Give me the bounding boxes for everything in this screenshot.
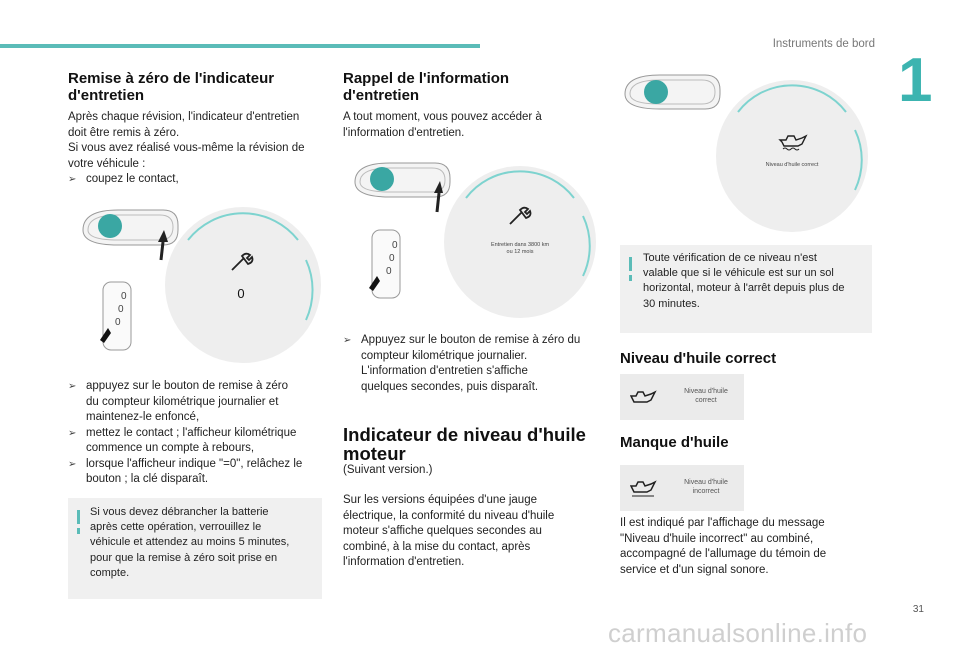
intro-line: Après chaque révision, l'indicateur d'entretien — [68, 111, 300, 123]
odo-digit: 0 — [389, 253, 395, 264]
bullet-item — [68, 426, 328, 457]
recall-step — [343, 333, 603, 395]
intro-line: votre véhicule : — [68, 157, 146, 170]
gauge-dial — [444, 166, 596, 318]
section-title: Instruments de bord — [772, 38, 875, 50]
stalk-button-figure — [625, 75, 720, 109]
recall-illustration — [350, 160, 600, 320]
bullet-text: lorsque l'afficheur indique "=0", relâchez le — [86, 457, 303, 470]
bullet-item — [68, 172, 328, 188]
info-marker-icon — [77, 528, 80, 534]
intro-line: l'information d'entretien. — [343, 126, 465, 139]
odo-digit: 0 — [386, 266, 392, 277]
oil-title-line2: moteur — [343, 443, 406, 464]
note-line: Toute vérification de ce niveau n'est — [643, 252, 817, 264]
body-line: Sur les versions équipées d'une jauge — [343, 494, 537, 506]
bullet-arrow-icon: ➢ — [68, 381, 77, 392]
oil-correct-display — [620, 374, 744, 420]
info-marker-icon — [629, 275, 632, 281]
note-line: Si vous devez débrancher la batterie — [90, 506, 269, 518]
display-text — [674, 387, 738, 405]
display-line: incorrect — [692, 488, 720, 495]
stalk-button-figure — [83, 210, 178, 260]
reset-button-icon — [98, 214, 122, 238]
bullet-text: commence un compte à rebours, — [86, 442, 255, 454]
recall-intro — [343, 110, 603, 141]
odo-digit: 0 — [115, 317, 121, 328]
body-line: Il est indiqué par l'affichage du message — [620, 517, 825, 529]
top-accent-bar — [0, 44, 480, 48]
oil-subtitle — [343, 463, 603, 479]
oil-can-icon — [630, 388, 658, 406]
bullet-text: coupez le contact, — [86, 173, 179, 185]
oil-body — [343, 493, 603, 571]
odometer-figure — [100, 282, 131, 350]
bullet-item — [68, 379, 328, 426]
bullet-text: bouton ; la clé disparaît. — [86, 473, 209, 485]
press-arrow-icon — [161, 242, 163, 260]
button-icon — [644, 80, 668, 104]
body-line: électrique, la conformité du niveau d'huile — [343, 509, 555, 522]
oil-missing-body — [620, 516, 880, 578]
bullet-text: du compteur kilométrique journalier et — [86, 395, 279, 408]
display-text — [674, 478, 738, 496]
body-line: combiné, à la mise du contact, après — [343, 540, 531, 553]
stalk-button-figure — [355, 163, 450, 212]
note-line: après cette opération, verrouillez le — [90, 521, 262, 534]
chapter-number: 1 — [898, 46, 933, 115]
oil-illustration — [620, 72, 880, 237]
note-line: 30 minutes. — [643, 297, 700, 310]
recall-title-line2: d'entretien — [343, 87, 420, 104]
body-line: l'information d'entretien. — [343, 556, 465, 568]
heading-text: Niveau d'huile correct — [620, 350, 777, 367]
bullet-text: compteur kilométrique journalier. — [361, 349, 528, 362]
body-line: accompagné de l'allumage du témoin de — [620, 548, 827, 560]
note-line: valable que si le véhicule est sur un sol — [643, 267, 834, 280]
display-text: Niveau d'huile correct — [765, 162, 819, 168]
display-line: Niveau d'huile — [684, 479, 728, 486]
display-line: Entretien dans 3800 km — [490, 242, 550, 248]
note-line: compte. — [90, 566, 130, 579]
reset-steps — [68, 379, 328, 488]
odo-digit: 0 — [121, 291, 127, 302]
oil-level-title — [343, 425, 613, 463]
bullet-text: L'information d'entretien s'affiche — [361, 365, 528, 377]
oil-missing-heading — [620, 434, 870, 451]
reset-button-icon — [370, 167, 394, 191]
intro-line: Si vous avez réalisé vous-même la révision de — [68, 142, 305, 154]
odo-digit: 0 — [118, 304, 124, 315]
press-arrow-icon — [437, 193, 439, 212]
bullet-item — [343, 333, 603, 395]
oil-missing-display — [620, 465, 744, 511]
bullet-arrow-icon: ➢ — [68, 174, 77, 185]
bullet-text: appuyez sur le bouton de remise à zéro — [86, 380, 289, 392]
oil-check-note — [620, 245, 872, 333]
reset-section-title — [68, 70, 328, 104]
oil-low-icon — [630, 478, 660, 500]
subtitle-text: (Suivant version.) — [343, 464, 433, 476]
bullet-text: mettez le contact ; l'afficheur kilométrique — [86, 426, 297, 439]
recall-section-title — [343, 70, 603, 104]
bullet-arrow-icon: ➢ — [68, 458, 77, 470]
recall-title-line1: Rappel de l'information — [343, 70, 510, 87]
gauge-dial — [165, 207, 321, 363]
bullet-arrow-icon: ➢ — [343, 335, 352, 346]
info-marker-icon — [77, 510, 80, 524]
bullet-text: maintenez-le enfoncé, — [86, 411, 200, 423]
oil-correct-heading — [620, 350, 870, 367]
intro-line: doit être remis à zéro. — [68, 126, 180, 139]
reset-title-line1: Remise à zéro de l'indicateur — [68, 70, 275, 87]
odometer-figure — [369, 230, 400, 298]
heading-text: Manque d'huile — [620, 434, 729, 451]
reset-illustration — [78, 200, 328, 370]
body-line: service et d'un signal sonore. — [620, 563, 769, 576]
display-line: Niveau d'huile — [684, 388, 728, 395]
display-line: ou 12 mois — [506, 249, 534, 255]
bullet-item — [68, 457, 328, 488]
reset-intro — [68, 110, 328, 188]
reset-title-line2: d'entretien — [68, 87, 145, 104]
note-line: pour que la remise à zéro soit prise en — [90, 551, 278, 564]
body-line: moteur s'affiche quelques secondes au — [343, 525, 542, 537]
display-value: 0 — [237, 286, 245, 301]
watermark: carmanualsonline.info — [608, 618, 868, 648]
bullet-text: Appuyez sur le bouton de remise à zéro du — [361, 334, 581, 346]
note-line: horizontal, moteur à l'arrêt depuis plus de — [643, 282, 845, 295]
battery-note — [68, 498, 322, 599]
body-line: "Niveau d'huile incorrect" au combiné, — [620, 532, 814, 545]
gauge-dial — [716, 80, 868, 232]
note-line: véhicule et attendez au moins 5 minutes, — [90, 536, 290, 549]
display-line: correct — [695, 397, 717, 404]
bullet-text: quelques secondes, puis disparaît. — [361, 380, 539, 393]
bullet-arrow-icon: ➢ — [68, 427, 77, 439]
info-marker-icon — [629, 257, 632, 271]
intro-line: A tout moment, vous pouvez accéder à — [343, 111, 542, 123]
oil-title-line1: Indicateur de niveau d'huile — [343, 424, 586, 445]
page-number: 31 — [912, 604, 924, 615]
odo-digit: 0 — [392, 240, 398, 251]
